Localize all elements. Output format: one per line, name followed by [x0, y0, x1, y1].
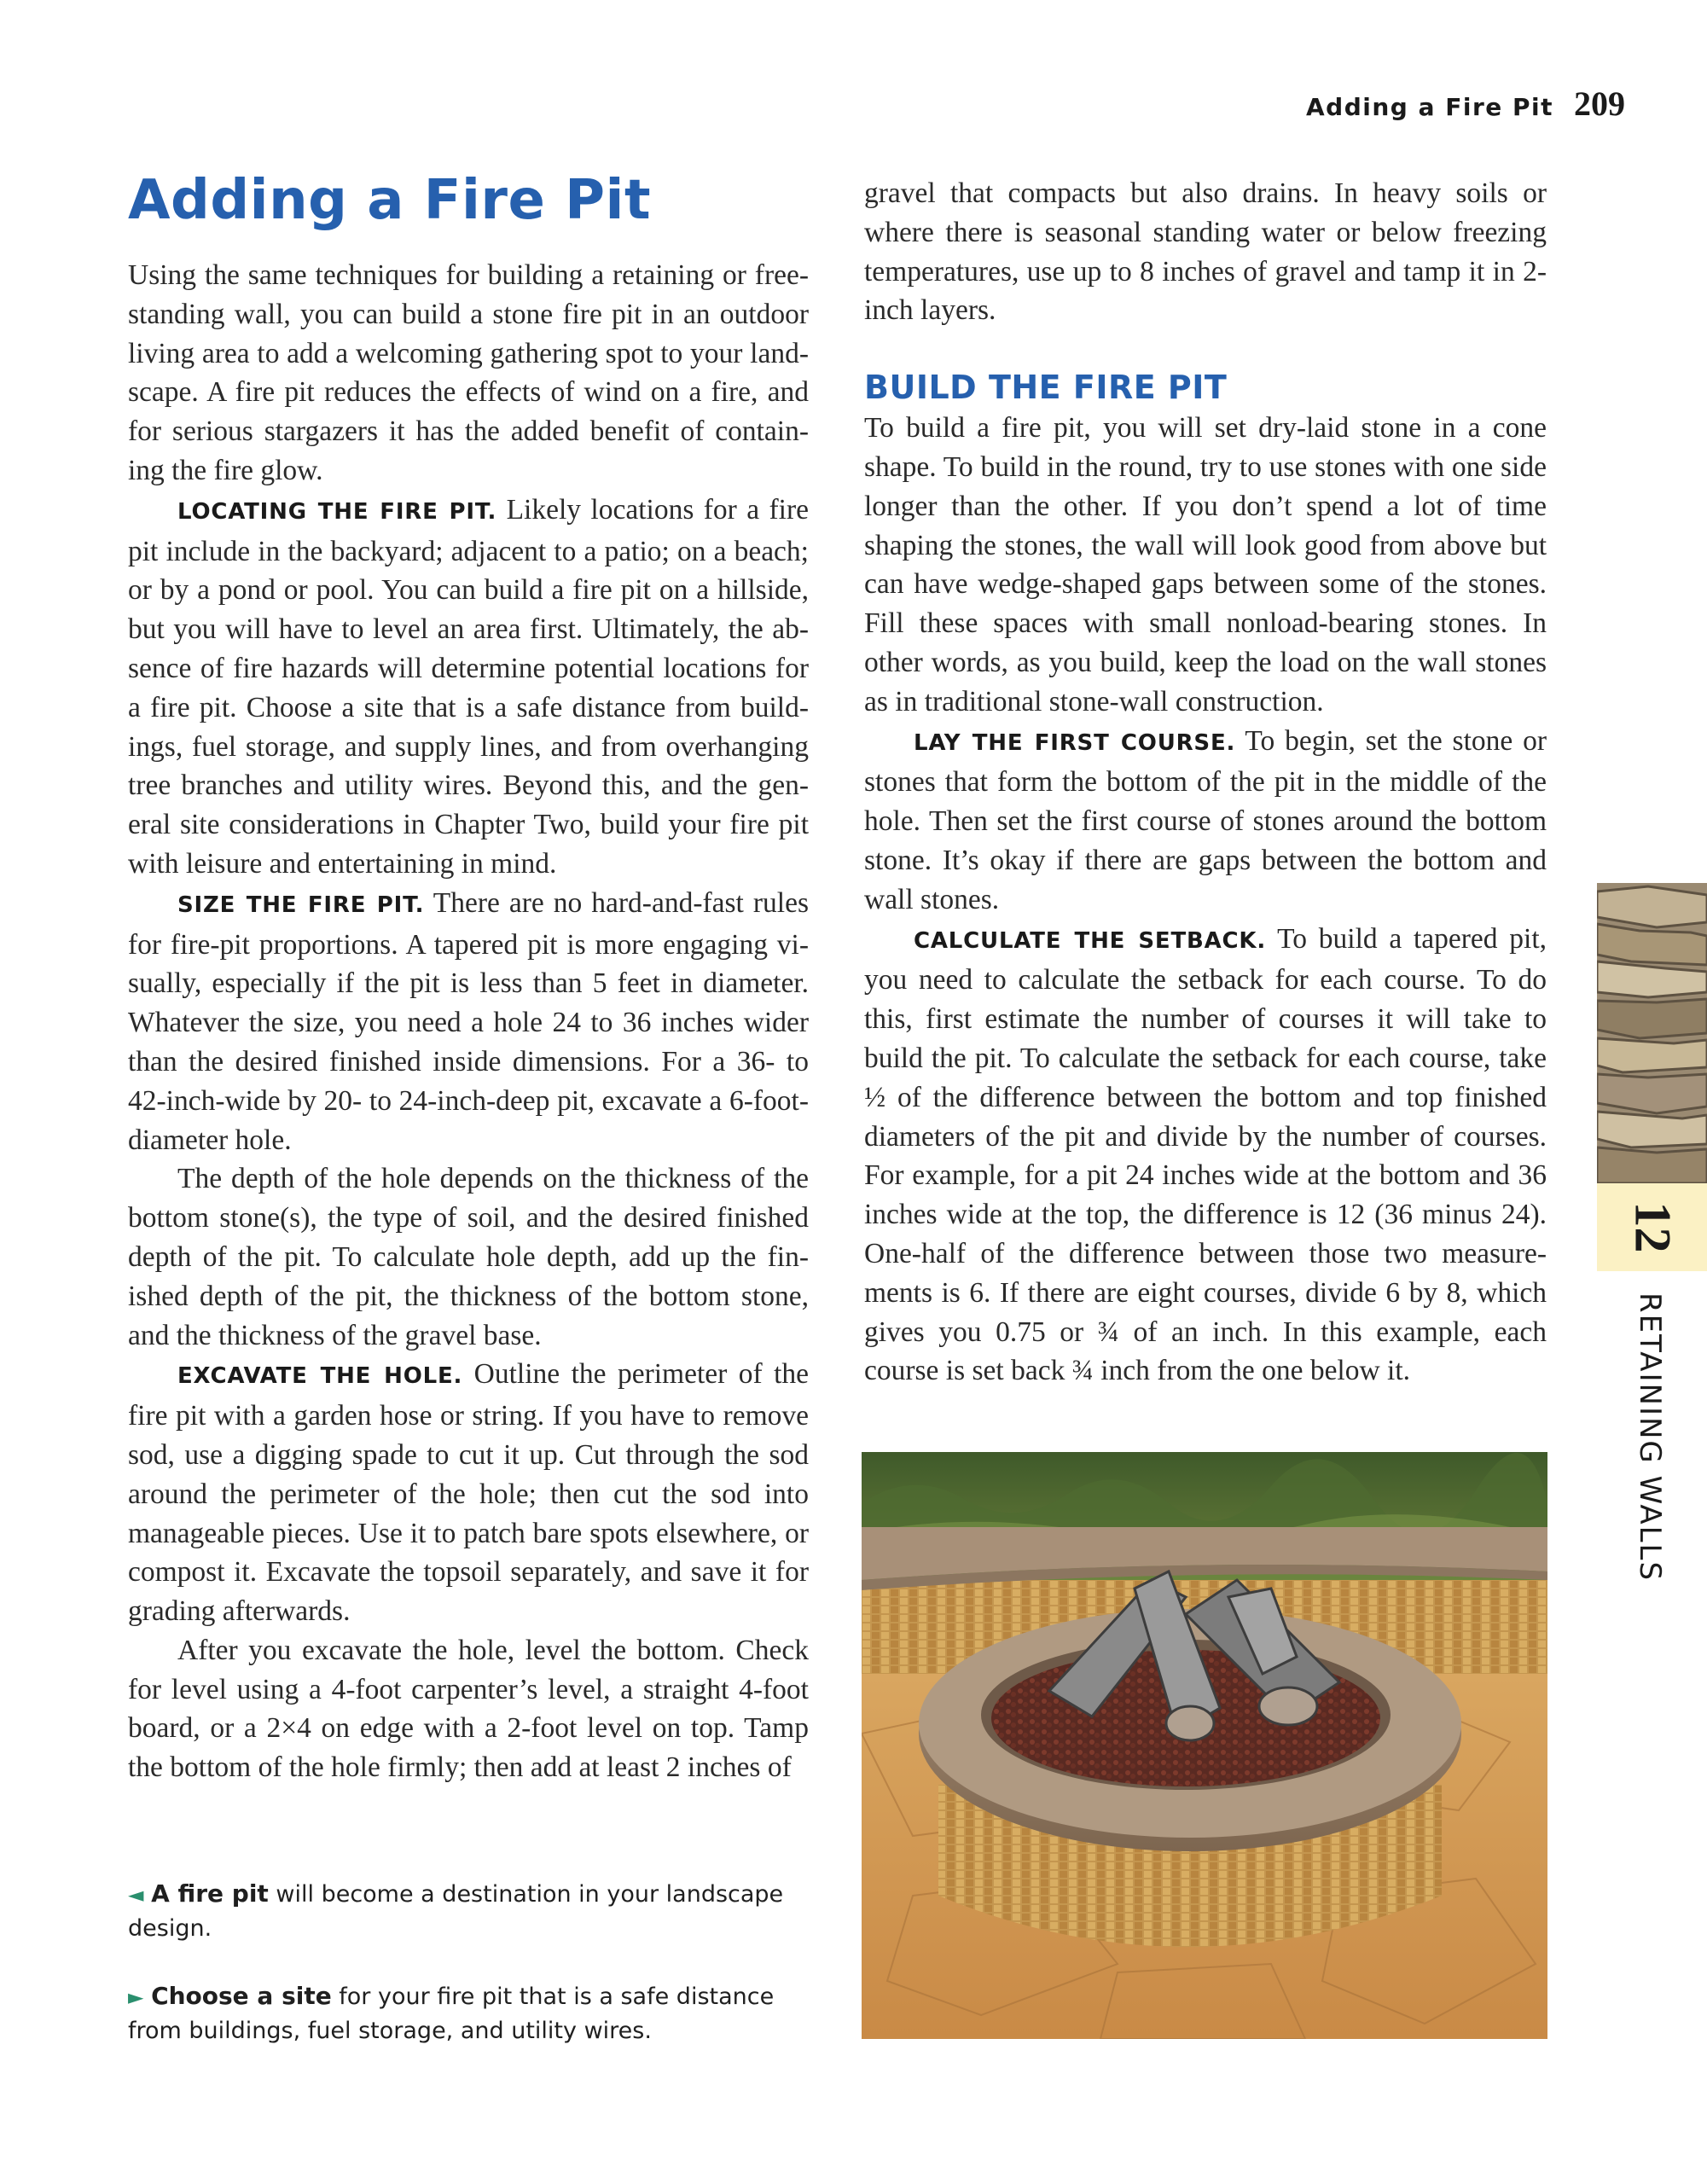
caption-fire-pit [128, 1877, 802, 1945]
page-number: 209 [1574, 84, 1625, 123]
arrow-left-icon: ◄ [128, 1883, 144, 1907]
caption-text: will become a destination in your landscape design. [128, 1881, 784, 1942]
build-paragraph: To build a fire pit, you will set dry-laid stone in a cone shape. To build in the round, try to use stones with one side longer than the other. If you don’t spend a lot of time shaping the stones, the wall will look good from above but can have wedge-shaped gaps between some of the stones. Fill these spaces with small nonload-bearing stones. In other words, as you build, keep the load on the wall stones as in traditional stone-wall construction. [864, 412, 1547, 717]
chapter-title: RETAINING WALLS [1633, 1292, 1667, 1583]
excavate-paragraph [128, 1355, 809, 1631]
arrow-right-icon: ► [128, 1985, 144, 2009]
chapter-number-tab [1597, 1183, 1707, 1271]
page-title: Adding a Fire Pit [128, 169, 652, 232]
caption-lead: A fire pit [151, 1879, 269, 1908]
chapter-tab-stone-texture [1597, 883, 1707, 1183]
caption-text: for your fire pit that is a safe distance from buildings, fuel storage, and utility wires. [128, 1984, 775, 2044]
excavate-body: Outline the perimeter of the fire pit with a garden hose or string. If you have to remove sod, use a digging spade to cut it up. Cut through the sod around the perimeter of the hole; then cut the sod into manageable pieces. Use it to patch bare spots elsewhere, or compost it. Excavate the topsoil separately, and save it for grading afterwards. [128, 1358, 809, 1628]
section-spacer [864, 330, 1547, 366]
caption-lead: Choose a site [151, 1982, 332, 2010]
first-course-body: To begin, set the stone or stones that form the bottom of the pit in the middle of the hole. Then set the first course of stones around the bottom stone. It’s okay if there are gaps between the bottom and wall stones. [864, 724, 1547, 915]
size-body: There are no hard-and-fast rules for fire-pit proportions. A tapered pit is more engaging vi-sually, especially if the pit is less than 5 feet in diameter. Whatever the size, you need a hole 24 to 36 inches wider than the desired finished inside dimensions. For a 36- to 42-inch-wide by 20- to 24-inch-deep pit, excavate a 6-foot-diameter hole. [128, 886, 809, 1156]
fire-pit-photo [862, 1452, 1547, 2039]
setback-body: To build a tapered pit, you need to calculate the setback for each course. To do this, first estimate the number of courses it will take to build the pit. To calculate the setback for each course, take ½ of the difference between the bottom and top finished diameters of the pit and divide by the number of courses. For example, for a pit 24 inches wide at the bottom and 36 inches wide at the top, the difference is 12 (36 minus 24). One-half of the difference between those two measure-ments is 6. If there are eight courses, divide 6 by 8, which gives you 0.75 or ¾ of an inch. In this example, each course is set back ¾ inch from the one below it. [864, 922, 1547, 1387]
depth-paragraph: The depth of the hole depends on the thickness of the bottom stone(s), the type of soil, and the desired finished depth of the pit. To calculate hole depth, add up the fin-ished depth of the pit, the thickness of the bottom stone, and the thickness of the gravel base. [128, 1163, 809, 1351]
size-run-in-head: SIZE THE FIRE PIT. [177, 892, 425, 918]
first-course-run-in-head: LAY THE FIRST COURSE. [914, 729, 1236, 756]
chapter-title-tab [1624, 1292, 1675, 1583]
setback-run-in-head: CALCULATE THE SETBACK. [914, 927, 1267, 954]
section-heading: BUILD THE FIRE PIT [864, 369, 1228, 407]
right-column [864, 174, 1547, 1391]
running-header [1306, 84, 1625, 124]
photo-captions [128, 1877, 802, 2082]
locating-body: Likely locations for a fire pit include in the backyard; adjacent to a patio; on a beach; or by a pond or pool. You can build a fire pit on a hillside, but you will have to level an area first. Ultimately, the ab-sence of fire hazards will determine potential locations for a fire pit. Choose a site that is a safe distance from build-ings, fuel storage, and supply lines, and from overhanging tree branches and utility wires. Beyond this, and the gen-eral site considerations in Chapter Two, build your fire pit with leisure and entertaining in mind. [128, 493, 809, 880]
left-column [128, 162, 809, 1787]
level-paragraph: After you excavate the hole, level the bottom. Check for level using a 4-foot carpenter’s level, a straight 4-foot board, or a 2×4 on edge with a 2-foot level on top. Tamp the bottom of the hole firmly; then add at least 2 inches of [128, 1634, 809, 1784]
intro-paragraph: Using the same techniques for building a retaining or free-standing wall, you can build a stone fire pit in an outdoor living area to add a welcoming gathering spot to your land-scape. A fire pit reduces the effects of wind on a fire, and for serious stargazers it has the added benefit of contain-ing the fire glow. [128, 259, 809, 486]
locating-paragraph [128, 491, 809, 884]
locating-run-in-head: LOCATING THE FIRE PIT. [177, 498, 497, 525]
size-paragraph [128, 884, 809, 1160]
gravel-paragraph: gravel that compacts but also drains. In heavy soils or where there is seasonal standing water or below freezing temperatures, use up to 8 inches of gravel and tamp it in 2-inch layers. [864, 177, 1547, 327]
first-course-paragraph [864, 722, 1547, 920]
chapter-number: 12 [1624, 1201, 1681, 1253]
running-header-title: Adding a Fire Pit [1306, 93, 1553, 121]
caption-choose-site [128, 1979, 802, 2048]
excavate-run-in-head: EXCAVATE THE HOLE. [177, 1363, 463, 1390]
setback-paragraph [864, 920, 1547, 1391]
